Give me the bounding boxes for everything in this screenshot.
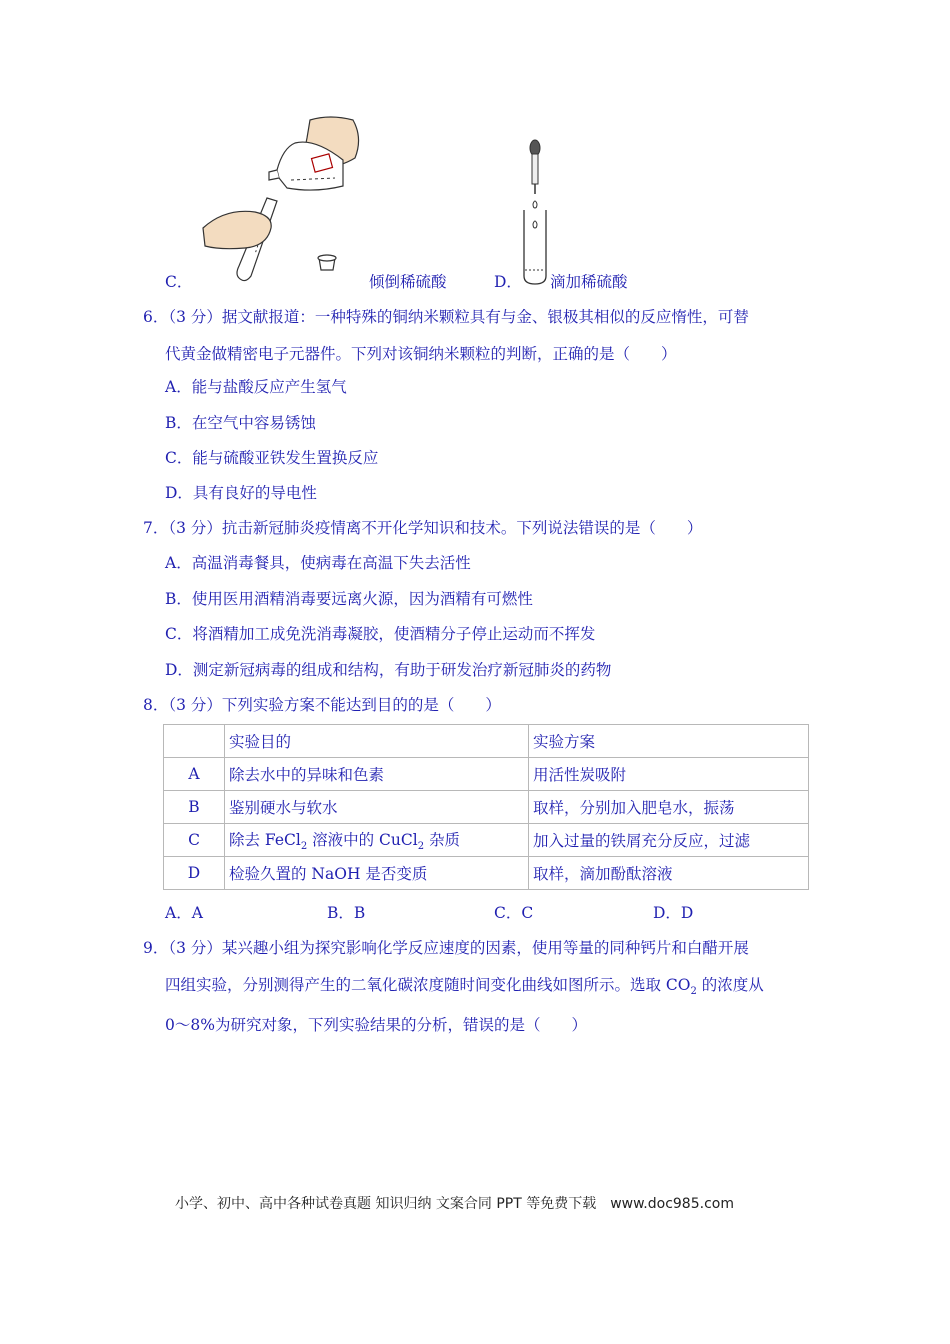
q7-option-a: A．高温消毒餐具，使病毒在高温下失去活性 <box>165 554 471 572</box>
table-row <box>164 857 809 890</box>
q9-line-2 <box>165 973 764 997</box>
goal-text-post: 杂质 <box>424 830 461 849</box>
row-goal <box>225 824 529 857</box>
q9-line-2-pre: 四组实验，分别测得产生的二氧化碳浓度随时间变化曲线如图所示。选取 CO <box>165 976 691 994</box>
row-goal: 鉴别硬水与软水 <box>225 791 529 824</box>
row-plan: 用活性炭吸附 <box>529 758 809 791</box>
page-footer: 小学、初中、高中各种试卷真题 知识归纳 文案合同 PPT 等免费下载 www.doc985.com <box>175 1196 734 1212</box>
q8-answer-c: C．C <box>494 904 534 922</box>
q5-option-c-label: C． <box>165 273 193 291</box>
row-goal: 除去水中的异味和色素 <box>225 758 529 791</box>
q8-answer-b: B．B <box>327 904 366 922</box>
q7-option-b: B．使用医用酒精消毒要远离火源，因为酒精有可燃性 <box>165 590 533 608</box>
row-key: B <box>164 791 225 824</box>
pour-acid-illustration <box>195 108 370 283</box>
table-header-cell <box>164 725 225 758</box>
q9-line-1: 9．（3 分）某兴趣小组为探究影响化学反应速度的因素，使用等量的同种钙片和白醋开展 <box>143 939 749 957</box>
q7-line-1: 7．（3 分）抗击新冠肺炎疫情离不开化学知识和技术。下列说法错误的是（ ） <box>143 519 703 537</box>
table-header-cell: 实验方案 <box>529 725 809 758</box>
table-header-cell: 实验目的 <box>225 725 529 758</box>
table-row <box>164 824 809 857</box>
q5-option-c-caption: 倾倒稀硫酸 <box>369 273 447 291</box>
q5-option-d-caption: 滴加稀硫酸 <box>550 273 628 291</box>
q9-line-2-post: 的浓度从 <box>696 976 764 994</box>
q6-option-c: C．能与硫酸亚铁发生置换反应 <box>165 449 379 467</box>
q5-option-d-label: D． <box>494 273 522 291</box>
q6-option-d: D．具有良好的导电性 <box>165 484 317 502</box>
row-key: D <box>164 857 225 890</box>
row-key: A <box>164 758 225 791</box>
row-goal: 检验久置的 NaOH 是否变质 <box>225 857 529 890</box>
q7-option-d: D．测定新冠病毒的组成和结构，有助于研发治疗新冠肺炎的药物 <box>165 661 612 679</box>
table-row <box>164 791 809 824</box>
q6-line-2: 代黄金做精密电子元器件。下列对该铜纳米颗粒的判断，正确的是（ ） <box>165 345 677 363</box>
q8-line-1: 8．（3 分）下列实验方案不能达到目的的是（ ） <box>143 696 501 714</box>
table-header-row <box>164 725 809 758</box>
q7-option-c: C．将酒精加工成免洗消毒凝胶，使酒精分子停止运动而不挥发 <box>165 625 596 643</box>
q9-co2-subscript: 2 <box>690 986 697 998</box>
q8-answer-d: D．D <box>653 904 694 922</box>
q6-line-1: 6．（3 分）据文献报道：一种特殊的铜纳米颗粒具有与金、银极其相似的反应惰性，可替 <box>143 308 749 326</box>
goal-subscript-2: 2 <box>417 841 425 853</box>
goal-subscript-1: 2 <box>300 841 308 853</box>
q6-option-b: B．在空气中容易锈蚀 <box>165 414 316 432</box>
q6-option-a: A．能与盐酸反应产生氢气 <box>165 378 347 396</box>
dropper-illustration <box>520 138 550 286</box>
q9-line-3: 0～8%为研究对象，下列实验结果的分析，错误的是（ ） <box>165 1016 587 1034</box>
row-plan: 取样，滴加酚酞溶液 <box>529 857 809 890</box>
row-plan: 加入过量的铁屑充分反应，过滤 <box>529 824 809 857</box>
experiment-table <box>163 724 809 890</box>
row-key: C <box>164 824 225 857</box>
goal-text-pre: 除去 FeCl <box>229 830 301 849</box>
table-row <box>164 758 809 791</box>
q8-answer-a: A．A <box>165 904 203 922</box>
goal-text-mid: 溶液中的 CuCl <box>307 830 418 849</box>
row-plan: 取样，分别加入肥皂水，振荡 <box>529 791 809 824</box>
